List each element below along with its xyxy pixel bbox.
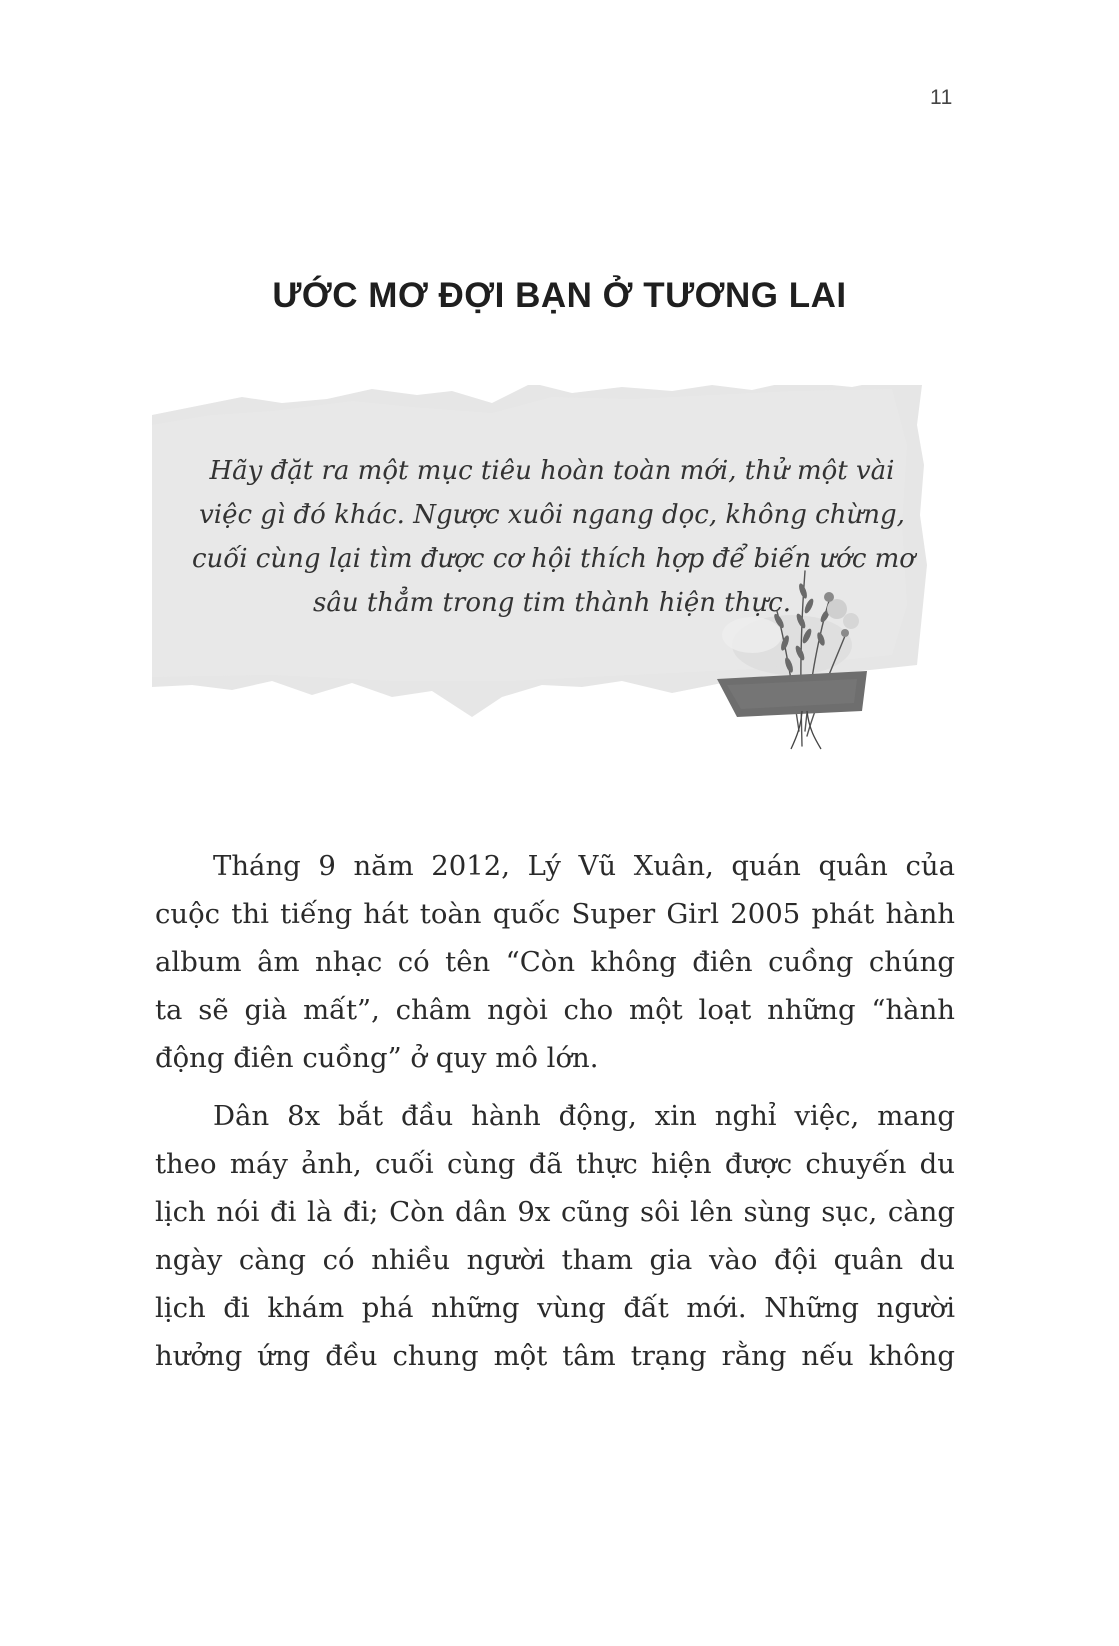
chapter-title: ƯỚC MƠ ĐỢI BẠN Ở TƯƠNG LAI <box>272 276 847 315</box>
quote-line: cuối cùng lại tìm được cơ hội thích hợp để biến ước mơ <box>192 544 915 574</box>
text-line: album âm nhạc có tên “Còn không điên cuồng chúng <box>155 946 955 978</box>
paragraph-gap <box>155 1082 955 1092</box>
text-line: lịch nói đi là đi; Còn dân 9x cũng sôi lên sùng sục, càng <box>155 1196 955 1228</box>
text-line: theo máy ảnh, cuối cùng đã thực hiện được chuyến du <box>155 1148 955 1180</box>
body-text <box>155 842 955 1380</box>
text-line: hưởng ứng đều chung một tâm trạng rằng nếu không <box>155 1340 955 1372</box>
text-line: ngày càng có nhiều người tham gia vào đội quân du <box>155 1244 955 1276</box>
quote-line: Hãy đặt ra một mục tiêu hoàn toàn mới, thử một vài <box>209 456 895 486</box>
quote-line: sâu thẳm trong tim thành hiện thực. <box>312 588 791 618</box>
text-line: Tháng 9 năm 2012, Lý Vũ Xuân, quán quân của <box>213 850 955 882</box>
text-line: cuộc thi tiếng hát toàn quốc Super Girl 2005 phát hành <box>155 898 955 930</box>
text-line: Dân 8x bắt đầu hành động, xin nghỉ việc, mang <box>213 1100 955 1132</box>
quote-block <box>152 385 952 745</box>
text-line: ta sẽ già mất”, châm ngòi cho một loạt những “hành <box>155 994 955 1026</box>
quote-line: việc gì đó khác. Ngược xuôi ngang dọc, không chừng, <box>199 500 905 530</box>
page-number: 11 <box>930 86 953 109</box>
text-line: động điên cuồng” ở quy mô lớn. <box>155 1042 599 1074</box>
text-line: lịch đi khám phá những vùng đất mới. Những người <box>155 1292 955 1324</box>
plant-sprig-icon <box>717 561 887 751</box>
